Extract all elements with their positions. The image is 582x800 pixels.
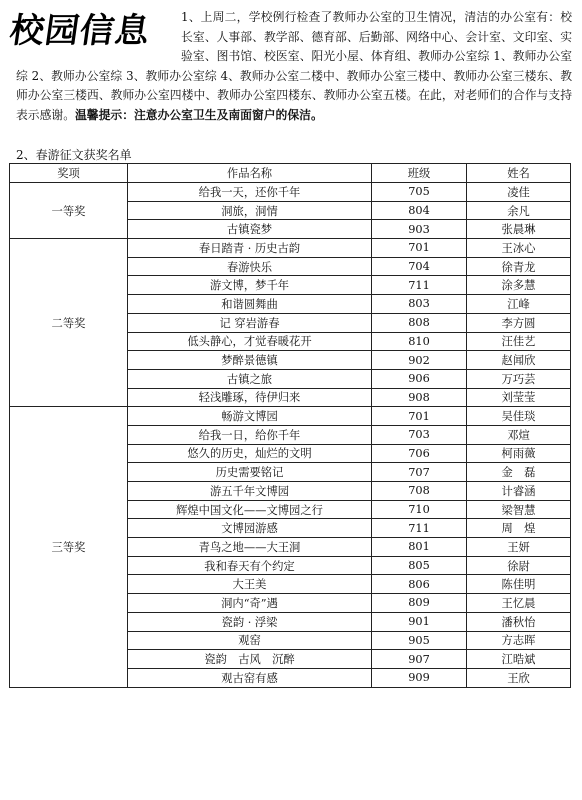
student-name-cell: 汪佳艺 (467, 332, 571, 351)
student-name-cell: 余凡 (467, 201, 571, 220)
class-cell: 703 (372, 425, 467, 444)
work-title-cell: 文博园游感 (128, 519, 372, 538)
class-cell: 909 (372, 668, 467, 687)
student-name-cell: 徐尉 (467, 556, 571, 575)
class-cell: 901 (372, 612, 467, 631)
class-cell: 705 (372, 183, 467, 202)
class-cell: 902 (372, 351, 467, 370)
student-name-cell: 王欣 (467, 668, 571, 687)
work-title-cell: 古镇之旅 (128, 369, 372, 388)
class-cell: 711 (372, 519, 467, 538)
award-level-cell: 一等奖 (10, 183, 128, 239)
class-cell: 903 (372, 220, 467, 239)
class-cell: 906 (372, 369, 467, 388)
work-title-cell: 辉煌中国文化——文博园之行 (128, 500, 372, 519)
student-name-cell: 刘莹莹 (467, 388, 571, 407)
student-name-cell: 吴佳琰 (467, 407, 571, 426)
work-title-cell: 大王美 (128, 575, 372, 594)
class-cell: 908 (372, 388, 467, 407)
student-name-cell: 周 煌 (467, 519, 571, 538)
award-level-cell: 三等奖 (10, 407, 128, 687)
work-title-cell: 给我一天，还你千年 (128, 183, 372, 202)
award-table (9, 163, 571, 688)
class-cell: 701 (372, 407, 467, 426)
notice-block (16, 8, 572, 126)
class-cell: 801 (372, 538, 467, 557)
table-row (10, 407, 571, 426)
table-row (10, 183, 571, 202)
header-work-title: 作品名称 (128, 164, 372, 183)
work-title-cell: 给我一日，给你千年 (128, 425, 372, 444)
class-cell: 905 (372, 631, 467, 650)
class-cell: 706 (372, 444, 467, 463)
class-cell: 710 (372, 500, 467, 519)
work-title-cell: 记 穿岩游春 (128, 313, 372, 332)
work-title-cell: 轻浅雕琢，待伊归来 (128, 388, 372, 407)
student-name-cell: 计睿涵 (467, 482, 571, 501)
section-title: 2、春游征文获奖名单 (16, 148, 132, 162)
work-title-cell: 瓷韵 古风 沉醉 (128, 650, 372, 669)
page-title: 校园信息 (7, 11, 153, 51)
work-title-cell: 瓷韵 · 浮梁 (128, 612, 372, 631)
student-name-cell: 陈佳明 (467, 575, 571, 594)
student-name-cell: 王妍 (467, 538, 571, 557)
work-title-cell: 春日踏青 · 历史古韵 (128, 239, 372, 258)
header-name: 姓名 (467, 164, 571, 183)
student-name-cell: 江峰 (467, 295, 571, 314)
class-cell: 707 (372, 463, 467, 482)
class-cell: 711 (372, 276, 467, 295)
work-title-cell: 青鸟之地——大王洞 (128, 538, 372, 557)
table-row (10, 239, 571, 258)
student-name-cell: 梁智慧 (467, 500, 571, 519)
student-name-cell: 江晧斌 (467, 650, 571, 669)
class-cell: 808 (372, 313, 467, 332)
work-title-cell: 梦醉景德镇 (128, 351, 372, 370)
work-title-cell: 低头静心，才觉春暖花开 (128, 332, 372, 351)
award-level-cell: 二等奖 (10, 239, 128, 407)
table-header-row (10, 164, 571, 183)
notice-paragraph: 1、上周二，学校例行检查了教师办公室的卫生情况，清洁的办公室有：校长室、人事部、教学部、德育部、后勤部、网络中心、会计室、文印室、实验室、图书馆、校医室、阳光小屋、体育组、教师办公室综 1、教师办公室综 2、教师办公室综 3、教师办公室综 4、教师办公室二楼中、教师办公室三楼中、教师办公室三楼东、教师办公室三楼西、教师办公室四楼中、教师办公室四楼东、教师办公室五楼。在此，对老师们的合作与支持表示感谢。 (16, 10, 572, 122)
class-cell: 704 (372, 257, 467, 276)
work-title-cell: 历史需要铭记 (128, 463, 372, 482)
student-name-cell: 涂多慧 (467, 276, 571, 295)
award-table-body (10, 183, 571, 688)
student-name-cell: 李方圆 (467, 313, 571, 332)
student-name-cell: 王冰心 (467, 239, 571, 258)
class-cell: 907 (372, 650, 467, 669)
class-cell: 708 (372, 482, 467, 501)
class-cell: 809 (372, 594, 467, 613)
work-title-cell: 游五千年文博园 (128, 482, 372, 501)
work-title-cell: 畅游文博园 (128, 407, 372, 426)
student-name-cell: 王忆晨 (467, 594, 571, 613)
work-title-cell: 我和春天有个约定 (128, 556, 372, 575)
student-name-cell: 潘秋怡 (467, 612, 571, 631)
work-title-cell: 观窑 (128, 631, 372, 650)
class-cell: 701 (372, 239, 467, 258)
class-cell: 805 (372, 556, 467, 575)
work-title-cell: 春游快乐 (128, 257, 372, 276)
student-name-cell: 方志晖 (467, 631, 571, 650)
student-name-cell: 金 磊 (467, 463, 571, 482)
work-title-cell: 和谐圆舞曲 (128, 295, 372, 314)
student-name-cell: 赵闻欣 (467, 351, 571, 370)
work-title-cell: 古镇瓷梦 (128, 220, 372, 239)
work-title-cell: 观古窑有感 (128, 668, 372, 687)
title-spacer (16, 8, 181, 66)
class-cell: 810 (372, 332, 467, 351)
work-title-cell: 洞旅，洞情 (128, 201, 372, 220)
work-title-cell: 洞内“奇”遇 (128, 594, 372, 613)
work-title-cell: 游文博，梦千年 (128, 276, 372, 295)
student-name-cell: 徐青龙 (467, 257, 571, 276)
student-name-cell: 凌佳 (467, 183, 571, 202)
class-cell: 803 (372, 295, 467, 314)
header-class: 班级 (372, 164, 467, 183)
header-award: 奖项 (10, 164, 128, 183)
notice-tip: 温馨提示：注意办公室卫生及南面窗户的保洁。 (75, 107, 323, 122)
student-name-cell: 柯雨薇 (467, 444, 571, 463)
class-cell: 806 (372, 575, 467, 594)
class-cell: 804 (372, 201, 467, 220)
student-name-cell: 张晨琳 (467, 220, 571, 239)
student-name-cell: 万巧芸 (467, 369, 571, 388)
work-title-cell: 悠久的历史，灿烂的文明 (128, 444, 372, 463)
student-name-cell: 邓煊 (467, 425, 571, 444)
